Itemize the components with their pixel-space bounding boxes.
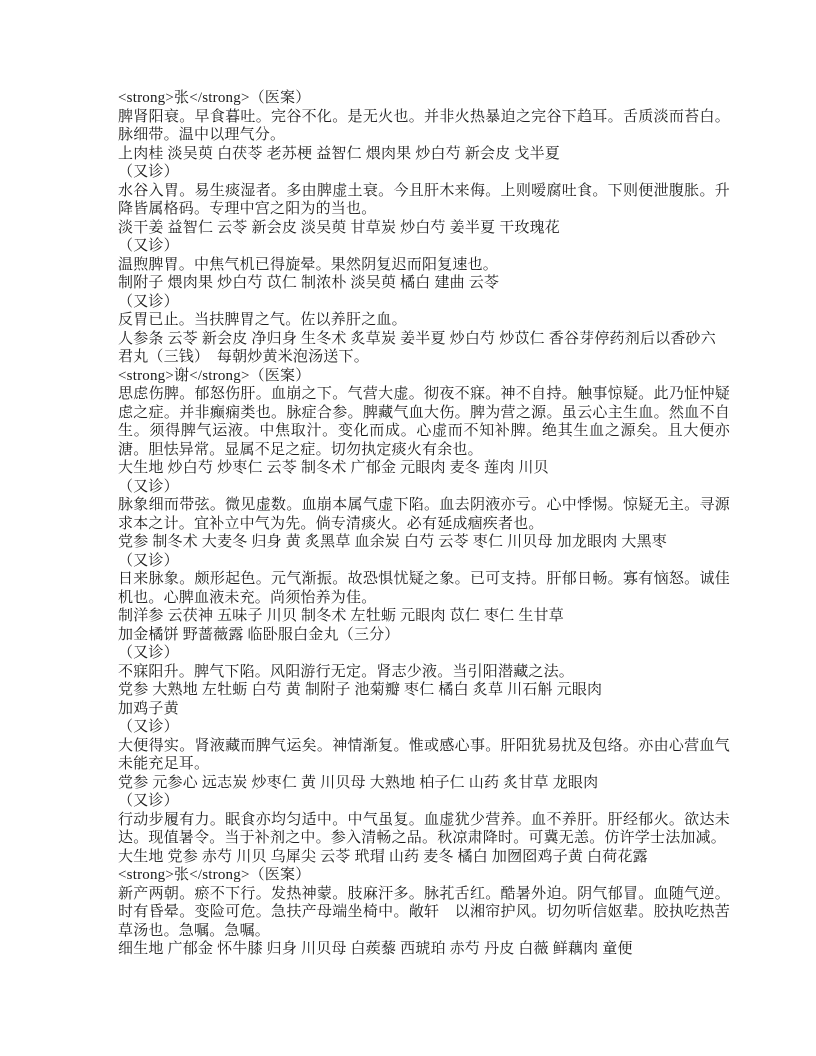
followup-visit-label: （又诊） <box>118 552 179 569</box>
followup-visit-label: （又诊） <box>118 293 179 310</box>
case-paragraph: 新产两朝。瘀不下行。发热神蒙。肢麻汗多。脉芤舌红。酷暑外迫。阴气郁冒。血随气逆。时有昏晕。变险可危。急扶产母端坐椅中。敞轩 以湘帘护风。切勿听信妪辈。胶执吃热苦草汤也。急嘱。急嘱。 <box>118 885 730 939</box>
prescription-line: 制附子 煨肉果 炒白芍 苡仁 制浓朴 淡吴萸 橘白 建曲 云苓 <box>118 275 500 291</box>
prescription-line: 党参 大熟地 左牡蛎 白芍 黄 制附子 池菊瓣 枣仁 橘白 炙草 川石斛 元眼肉 <box>118 682 603 698</box>
prescription-line: 加金橘饼 野蔷薇露 临卧服白金丸（三分） <box>118 626 400 643</box>
case-paragraph: 不寐阳升。脾气下陷。风阳游行无定。肾志少液。当引阳潜藏之法。 <box>118 663 575 680</box>
followup-visit-label: （又诊） <box>118 238 179 254</box>
case-paragraph: 日来脉象。颇形起色。元气渐振。故恐惧忧疑之象。已可支持。肝郁日畅。寡有恼怒。诚佳机也。心脾血液未充。尚须怡养为佳。 <box>118 571 730 606</box>
case-paragraph: 脾肾阳衰。早食暮吐。完谷不化。是无火也。并非火热暴迫之完谷下趋耳。舌质淡而苔白。脉细带。温中以理气分。 <box>118 108 730 143</box>
case-paragraph: 大便得实。肾液藏而脾气运矣。神情渐复。惟或感心事。肝阳犹易扰及包络。亦由心营血气未能充足耳。 <box>118 737 730 772</box>
prescription-line: 加鸡子黄 <box>118 700 179 717</box>
case-paragraph: 脉象细而带弦。微见虚数。血崩本属气虚下陷。血去阴液亦亏。心中悸惕。惊疑无主。寻源求本之计。宜补立中气为先。倘专清痰火。必有延成痼疾者也。 <box>118 497 730 532</box>
case-paragraph: 反胃已止。当扶脾胃之气。佐以养肝之血。 <box>118 312 407 328</box>
case-paragraph: 行动步履有力。眠食亦均匀适中。中气虽复。血虚犹少营养。血不养肝。肝经郁火。欲达未达。现值暑令。当于补剂之中。参入清畅之品。秋凉肃降时。可冀无恙。仿许学士法加减。 <box>118 811 730 846</box>
prescription-line: 党参 元参心 远志炭 炒枣仁 黄 川贝母 大熟地 柏子仁 山药 炙甘草 龙眼肉 <box>118 774 599 791</box>
prescription-line: 党参 制冬术 大麦冬 归身 黄 炙黑草 血余炭 白芍 云苓 枣仁 川贝母 加龙眼肉 大黑枣 <box>118 534 668 550</box>
prescription-line: 上肉桂 淡吴萸 白茯苓 老苏梗 益智仁 煨肉果 炒白芍 新会皮 戈半夏 <box>118 145 561 162</box>
prescription-line: 制洋参 云茯神 五味子 川贝 制冬术 左牡蛎 元眼肉 苡仁 枣仁 生甘草 <box>118 608 564 624</box>
followup-visit-label: （又诊） <box>118 164 179 180</box>
followup-visit-label: （又诊） <box>118 478 179 495</box>
medical-case-text <box>118 89 730 959</box>
followup-visit-label: （又诊） <box>118 645 179 661</box>
case-paragraph: 温煦脾胃。中焦气机已得旋晕。果然阴复迟而阳复速也。 <box>118 256 499 273</box>
case-heading: <strong>张</strong>（医案） <box>118 90 311 106</box>
followup-visit-label: （又诊） <box>118 719 179 735</box>
followup-visit-label: （又诊） <box>118 793 179 809</box>
case-heading: <strong>张</strong>（医案） <box>118 867 311 883</box>
prescription-line: 淡干姜 益智仁 云苓 新会皮 淡吴萸 甘草炭 炒白芍 姜半夏 干玫瑰花 <box>118 219 561 236</box>
prescription-line: 大生地 党参 赤芍 川贝 乌犀尖 云苓 玳瑁 山药 麦冬 橘白 加囫囵鸡子黄 白荷花露 <box>118 848 648 865</box>
case-heading: <strong>谢</strong>（医案） <box>118 367 311 384</box>
prescription-line: 大生地 炒白芍 炒枣仁 云苓 制冬术 广郁金 元眼肉 麦冬 莲肉 川贝 <box>118 460 549 476</box>
prescription-line: 人参条 云苓 新会皮 净归身 生冬术 炙草炭 姜半夏 炒白芍 炒苡仁 香谷芽停药剂后以香砂六君丸（三钱） 每朝炒黄米泡汤送下。 <box>118 330 716 365</box>
case-paragraph: 水谷入胃。易生痰湿者。多由脾虚土衰。今且肝木来侮。上则嗳腐吐食。下则便泄腹胀。升降皆属格码。专理中宫之阳为的当也。 <box>118 182 730 217</box>
prescription-line: 细生地 广郁金 怀牛膝 归身 川贝母 白蒺藜 西琥珀 赤芍 丹皮 白薇 鲜藕肉 童便 <box>118 941 633 957</box>
case-paragraph: 思虑伤脾。郁怒伤肝。血崩之下。气营大虚。彻夜不寐。神不自持。触事惊疑。此乃怔忡疑虑之症。并非癫痫类也。脉症合参。脾藏气血大伤。脾为营之源。虽云心主生血。然血不自生。须得脾气运液。中焦取汁。变化而成。心虚而不知补脾。绝其生血之源矣。且大便亦溏。胆怯异常。显属不足之症。切勿执定痰火有余也。 <box>118 386 730 458</box>
